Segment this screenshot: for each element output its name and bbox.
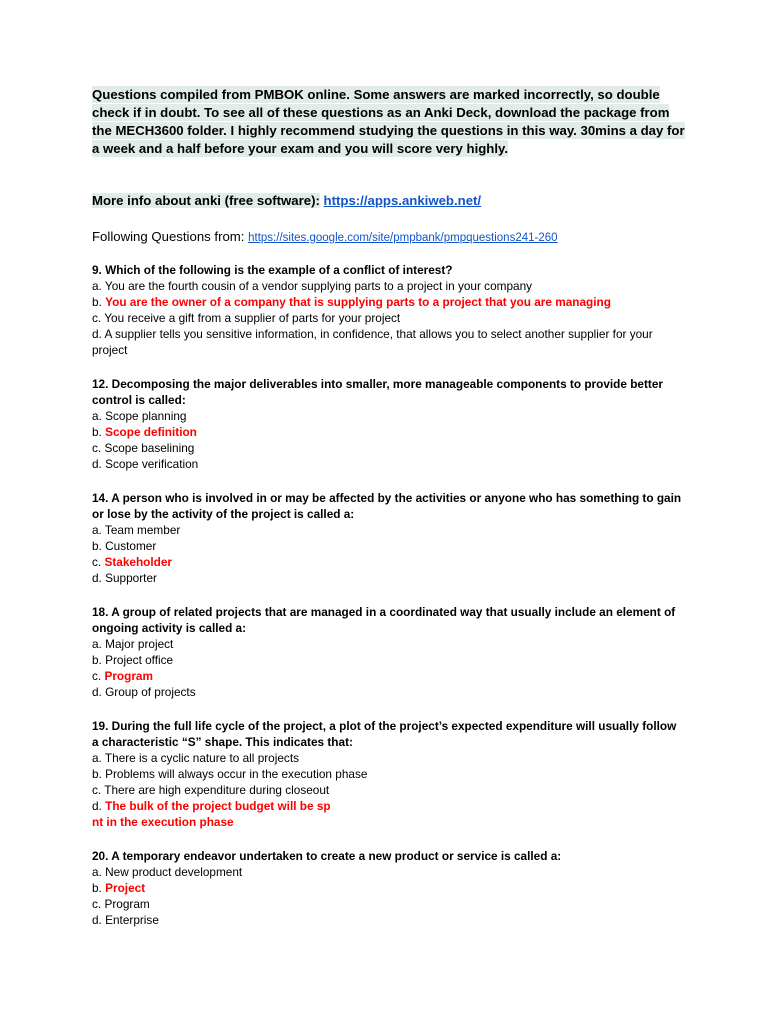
question-9 <box>92 262 682 358</box>
question-18 <box>92 604 682 700</box>
correct-answer: Program <box>104 669 153 683</box>
option-b: b. Scope definition <box>92 425 197 439</box>
correct-answer: Scope definition <box>105 425 197 439</box>
correct-answer: The bulk of the project budget will be sp nt in the execution phase <box>92 799 331 829</box>
option-a: a. Scope planning <box>92 409 187 423</box>
question-stem: 18. A group of related projects that are managed in a coordinated way that usually include an element of ongoing activity is called a: <box>92 605 676 635</box>
following-questions-line <box>92 228 558 247</box>
option-c: c. You receive a gift from a supplier of parts for your project <box>92 311 401 325</box>
option-a: a. Team member <box>92 523 181 537</box>
option-c: c. There are high expenditure during closeout <box>92 783 330 797</box>
option-a: a. There is a cyclic nature to all projects <box>92 751 299 765</box>
option-c: c. Stakeholder <box>92 555 172 569</box>
question-stem: 14. A person who is involved in or may be affected by the activities or anyone who has something to gain or lose by the activity of the project is called a: <box>92 491 682 521</box>
correct-answer: You are the owner of a company that is supplying parts to a project that you are managing <box>105 295 611 309</box>
option-c: c. Program <box>92 669 153 683</box>
option-d: d. A supplier tells you sensitive information, in confidence, that allows you to select another supplier for your project <box>92 327 653 357</box>
question-stem: 12. Decomposing the major deliverables into smaller, more manageable components to provide better control is called: <box>92 377 663 407</box>
question-20 <box>92 848 682 928</box>
option-c: c. Program <box>92 897 150 911</box>
source-link[interactable]: https://sites.google.com/site/pmpbank/pmpquestions241-260 <box>248 232 558 244</box>
option-d: d. Supporter <box>92 571 157 585</box>
option-b: b. You are the owner of a company that is supplying parts to a project that you are managing <box>92 295 611 309</box>
more-info-label: More info about anki (free software): <box>92 193 320 208</box>
question-14 <box>92 490 682 586</box>
option-b: b. Project office <box>92 653 174 667</box>
option-a: a. New product development <box>92 865 243 879</box>
option-b: b. Customer <box>92 539 157 553</box>
option-d: d. Enterprise <box>92 913 159 927</box>
intro-paragraph <box>92 86 692 158</box>
question-19 <box>92 718 682 830</box>
correct-answer: Stakeholder <box>104 555 172 569</box>
option-d: d. Group of projects <box>92 685 196 699</box>
anki-link[interactable]: https://apps.ankiweb.net/ <box>323 193 482 208</box>
question-stem: 20. A temporary endeavor undertaken to create a new product or service is called a: <box>92 849 562 863</box>
question-stem: 9. Which of the following is the example of a conflict of interest? <box>92 263 453 277</box>
option-d: d. The bulk of the project budget will be sp nt in the execution phase <box>92 799 331 829</box>
intro-text: Questions compiled from PMBOK online. Some answers are marked incorrectly, so double check if in doubt. To see all of these questions as an Anki Deck, download the package from the MECH3600 folder. I highly recommend studying the questions in this way. 30mins a day for a week and a half before your exam and you will score very highly. <box>92 87 685 156</box>
option-d: d. Scope verification <box>92 457 199 471</box>
option-a: a. Major project <box>92 637 174 651</box>
more-info-line <box>92 192 481 210</box>
following-label: Following Questions from: <box>92 229 245 244</box>
option-b: b. Problems will always occur in the execution phase <box>92 767 368 781</box>
correct-answer: Project <box>105 881 146 895</box>
option-b: b. Project <box>92 881 146 895</box>
option-a: a. You are the fourth cousin of a vendor supplying parts to a project in your company <box>92 279 533 293</box>
question-stem: 19. During the full life cycle of the project, a plot of the project’s expected expenditure will usually follow a characteristic “S” shape. This indicates that: <box>92 719 677 749</box>
option-c: c. Scope baselining <box>92 441 195 455</box>
question-12 <box>92 376 682 472</box>
